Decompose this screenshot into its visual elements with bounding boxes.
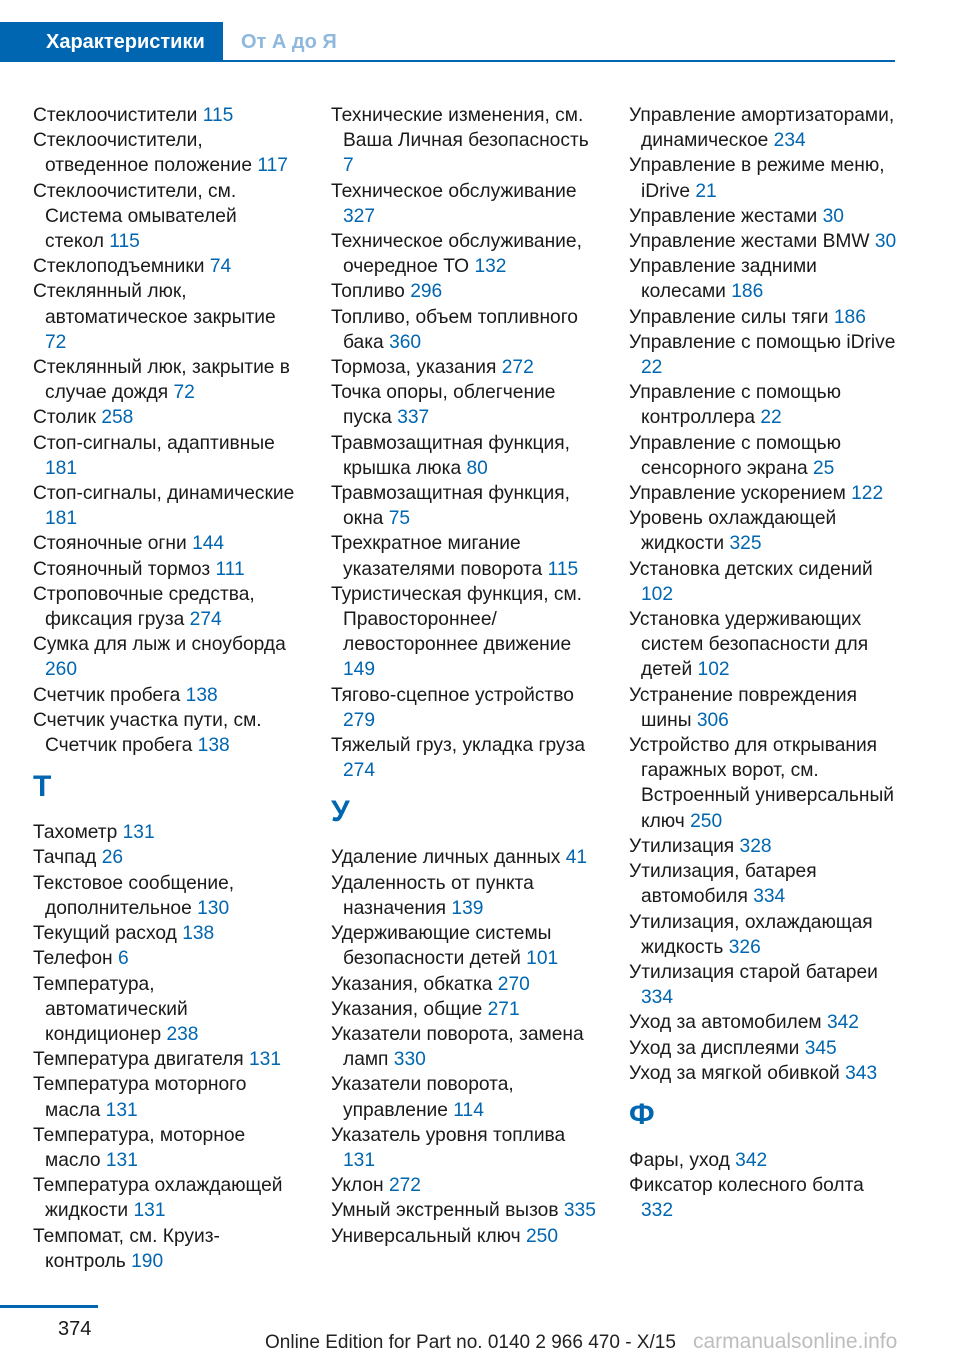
page-number: 374 — [58, 1318, 92, 1340]
index-entry — [331, 229, 596, 279]
index-entry-page-link[interactable]: 149 — [343, 659, 376, 681]
index-entry — [33, 103, 298, 128]
index-entry-term: Уход за дисплеями — [629, 1037, 800, 1059]
index-entry-page-link[interactable]: 117 — [257, 155, 288, 177]
index-entry-page-link[interactable]: 342 — [826, 1012, 859, 1034]
index-entry-page-link[interactable]: 334 — [641, 987, 674, 1009]
index-entry-term: Точка опоры, облегчение пуска — [331, 382, 556, 429]
index-entry — [331, 355, 596, 380]
index-entry-term: Указания, общие — [331, 998, 483, 1020]
index-entry — [331, 921, 596, 971]
index-entry-page-link[interactable]: 131 — [122, 822, 155, 844]
index-entry-page-link[interactable]: 131 — [133, 1200, 166, 1222]
index-entry-page-link[interactable]: 131 — [105, 1099, 138, 1121]
index-entry-term: Травмозащитная функция, крышка люка — [331, 432, 570, 479]
index-entry — [33, 708, 298, 758]
index-entry-term: Указания, обкатка — [331, 973, 493, 995]
index-entry-term: Топливо, объем топливного бака — [331, 306, 578, 353]
index-entry-term: Установка детских сидений — [629, 558, 873, 580]
index-entry — [629, 960, 899, 1010]
index-entry-term: Указатели поворота, управление — [331, 1074, 514, 1121]
index-entry-page-link[interactable]: 102 — [697, 659, 730, 681]
index-entry-page-link[interactable]: 330 — [393, 1049, 426, 1071]
index-entry-term: Температура охлаждающей жидкости — [33, 1175, 283, 1222]
index-entry-page-link[interactable]: 337 — [397, 407, 430, 429]
index-entry-page-link[interactable]: 328 — [739, 835, 772, 857]
index-entry-page-link[interactable]: 72 — [173, 382, 195, 404]
index-entry-term: Уклон — [331, 1175, 384, 1197]
index-entry — [331, 279, 596, 304]
index-entry-term: Управление силы тяги — [629, 306, 829, 328]
index-entry-page-link[interactable]: 115 — [109, 231, 140, 253]
index-entry-term: Удаленность от пункта назначения — [331, 872, 534, 919]
index-entry-term: Стеклоочистители, см. Система омывателей стекол — [33, 180, 237, 253]
index-entry-term: Счетчик участка пути, см. Счетчик пробега — [33, 709, 262, 757]
index-entry — [33, 871, 298, 921]
watermark: carmanualsonline.info — [693, 1330, 898, 1353]
tab-a-to-z[interactable]: От А до Я — [223, 22, 355, 62]
index-entry — [629, 431, 899, 481]
index-entry — [331, 531, 596, 581]
index-entry-page-link[interactable]: 186 — [833, 306, 866, 328]
index-entry-page-link[interactable]: 41 — [565, 847, 588, 869]
index-entry-term: Тачпад — [33, 847, 97, 869]
index-entry-term: Управление с помощью сенсорного экрана — [629, 432, 842, 479]
index-entry-term: Стоп-сигналы, динамические — [33, 483, 295, 505]
index-entry-term: Стеклянный люк, закрытие в случае дождя — [33, 357, 290, 404]
index-entry-page-link[interactable]: 74 — [209, 256, 232, 278]
index-entry — [629, 683, 899, 733]
index-entry — [331, 871, 596, 921]
index-entry-page-link[interactable]: 325 — [729, 533, 762, 555]
index-entry — [629, 254, 899, 304]
index-entry-term: Температура, автоматический кондиционер — [33, 973, 188, 1045]
index-entry-term: Управление с помощью контроллера — [629, 382, 842, 429]
index-entry — [33, 921, 298, 946]
index-entry-term: Фиксатор колесного болта — [629, 1175, 864, 1197]
index-entry-page-link[interactable]: 22 — [641, 357, 663, 379]
index-entry — [331, 733, 596, 783]
index-entry-page-link[interactable]: 80 — [466, 457, 488, 479]
index-entry — [331, 683, 596, 733]
index-entry — [33, 1123, 298, 1173]
index-entry-page-link[interactable]: 22 — [760, 407, 782, 429]
index-entry-page-link[interactable]: 272 — [388, 1175, 421, 1197]
index-entry — [629, 229, 899, 254]
index-entry-term: Стеклоочистители, отведенное положение — [33, 130, 252, 177]
index-entry — [33, 946, 298, 971]
index-entry — [629, 733, 899, 834]
index-entry-page-link[interactable]: 260 — [45, 659, 78, 681]
header-rule — [223, 60, 895, 62]
index-entry — [33, 1224, 298, 1274]
index-entry-page-link[interactable]: 138 — [197, 735, 230, 757]
index-entry-term: Строповочные средства, фиксация груза — [33, 583, 255, 631]
index-entry-term: Управление задними колесами — [629, 256, 817, 303]
index-entry — [629, 481, 899, 506]
index-entry-term: Умный экстренный вызов — [331, 1200, 559, 1222]
index-entry-page-link[interactable]: 144 — [192, 533, 225, 555]
index-entry-term: Универсальный ключ — [331, 1225, 521, 1247]
index-entry-term: Стеклоочистители — [33, 105, 198, 126]
index-entry-term: Температура моторного масла — [33, 1074, 247, 1121]
index-entry-page-link[interactable]: 72 — [45, 331, 67, 353]
index-entry-page-link[interactable]: 139 — [451, 897, 484, 919]
index-entry-term: Уход за автомобилем — [629, 1012, 822, 1034]
index-column-3 — [629, 103, 899, 1224]
index-entry-term: Управление в режиме меню, iDrive — [629, 155, 885, 202]
index-entry — [629, 1173, 899, 1223]
index-entry — [331, 845, 596, 870]
index-entry-page-link[interactable]: 360 — [389, 331, 422, 353]
index-entry-term: Указатель уровня топлива — [331, 1124, 566, 1146]
index-entry — [331, 1072, 596, 1122]
index-section-letter: У — [331, 795, 350, 829]
index-entry-page-link[interactable]: 30 — [822, 205, 844, 227]
index-entry — [331, 1224, 596, 1249]
index-entry — [629, 1148, 899, 1173]
index-entry — [33, 972, 298, 1048]
index-entry-term: Сумка для лыж и сноуборда — [33, 634, 286, 656]
tab-specifications[interactable]: Характеристики — [0, 22, 223, 62]
index-entry-term: Тяжелый груз, укладка груза — [331, 735, 586, 757]
index-entry — [33, 531, 298, 556]
index-entry-term: Тормоза, указания — [331, 357, 497, 379]
index-entry — [33, 1047, 298, 1072]
index-entry-page-link[interactable]: 181 — [45, 508, 78, 530]
index-entry-term: Фары, уход — [629, 1149, 730, 1171]
index-entry-page-link[interactable]: 130 — [197, 897, 230, 919]
index-entry-page-link[interactable]: 131 — [249, 1049, 282, 1071]
index-entry-term: Температура двигателя — [33, 1049, 244, 1071]
index-entry-page-link[interactable]: 7 — [343, 155, 354, 177]
index-entry — [331, 1173, 596, 1198]
index-entry — [629, 910, 899, 960]
index-entry — [629, 153, 899, 203]
index-entry-term: Установка удерживающих систем безопасности для детей — [629, 609, 869, 681]
index-entry-page-link[interactable]: 345 — [804, 1037, 837, 1059]
index-entry-page-link[interactable]: 327 — [343, 205, 376, 227]
index-entry — [629, 380, 899, 430]
index-entry — [629, 330, 899, 380]
index-entry-page-link[interactable]: 111 — [215, 558, 245, 580]
index-entry-term: Утилизация старой батареи — [629, 961, 878, 983]
index-entry-term: Устранение повреждения шины — [629, 684, 858, 731]
index-entry-page-link[interactable]: 101 — [526, 948, 559, 970]
index-entry-page-link[interactable]: 250 — [690, 810, 723, 832]
index-entry-term: Стеклянный люк, автоматическое закрытие — [33, 281, 276, 328]
index-entry-page-link[interactable]: 114 — [453, 1099, 484, 1121]
index-entry-page-link[interactable]: 234 — [773, 130, 806, 152]
index-entry — [33, 405, 298, 430]
index-entry — [33, 128, 298, 178]
index-section-letter: Ф — [629, 1097, 655, 1131]
index-entry-term: Управление амортизаторами, динамическое — [629, 105, 895, 152]
index-entry — [629, 103, 899, 153]
index-entry-page-link[interactable]: 332 — [641, 1200, 674, 1222]
index-entry-page-link[interactable]: 21 — [695, 180, 717, 202]
index-entry — [629, 859, 899, 909]
index-entry-term: Техническое обслуживание — [331, 180, 577, 202]
index-entry-term: Управление ускорением — [629, 483, 846, 505]
index-entry — [331, 972, 596, 997]
header-tabs — [0, 22, 960, 62]
index-entry — [331, 997, 596, 1022]
index-entry-term: Уход за мягкой обивкой — [629, 1062, 840, 1084]
index-entry — [33, 845, 298, 870]
index-entry-page-link[interactable]: 138 — [182, 923, 215, 945]
index-entry — [629, 1036, 899, 1061]
index-entry — [629, 305, 899, 330]
edition-footer: Online Edition for Part no. 0140 2 966 470 - X/15 — [265, 1332, 676, 1353]
index-entry — [629, 607, 899, 683]
index-entry-page-link[interactable]: 250 — [525, 1225, 558, 1247]
index-entry — [331, 179, 596, 229]
index-entry-term: Текстовое сообщение, дополнительное — [33, 872, 235, 919]
page-number-rule — [0, 1305, 98, 1308]
index-entry-term: Устройство для открывания гаражных ворот, см. Встроенный универсальный ключ — [629, 735, 895, 832]
index-entry-term: Тягово-сцепное устройство — [331, 684, 574, 706]
index-entry — [33, 557, 298, 582]
index-entry-term: Удерживающие системы безопасности детей — [331, 923, 552, 970]
index-entry-page-link[interactable]: 6 — [117, 948, 129, 970]
index-entry-term: Стоп-сигналы, адаптивные — [33, 432, 275, 454]
index-entry — [629, 1010, 899, 1035]
index-entry — [33, 632, 298, 682]
index-entry-term: Травмозащитная функция, окна — [331, 483, 570, 530]
index-entry-term: Управление жестами BMW — [629, 231, 870, 253]
index-entry — [331, 582, 596, 683]
index-entry-term: Техническое обслуживание, очередное ТО — [331, 231, 582, 278]
index-entry-page-link[interactable]: 296 — [410, 281, 443, 303]
index-entry — [629, 1061, 899, 1086]
index-entry-page-link[interactable]: 335 — [563, 1200, 596, 1222]
index-entry-page-link[interactable]: 25 — [813, 457, 835, 479]
index-entry-term: Утилизация — [629, 835, 735, 857]
index-entry-page-link[interactable]: 342 — [735, 1149, 768, 1171]
index-entry-page-link[interactable]: 343 — [845, 1062, 878, 1084]
index-entry-page-link[interactable]: 102 — [641, 583, 674, 605]
index-entry — [33, 279, 298, 355]
index-entry — [33, 431, 298, 481]
index-entry — [33, 179, 298, 255]
index-entry — [33, 355, 298, 405]
index-entry-page-link[interactable]: 190 — [131, 1250, 164, 1272]
index-entry-page-link[interactable]: 132 — [474, 256, 507, 278]
index-entry-term: Уровень охлаждающей жидкости — [629, 508, 837, 555]
index-entry-page-link[interactable]: 326 — [728, 936, 761, 958]
index-entry-term: Телефон — [33, 948, 113, 970]
index-column-1 — [33, 103, 298, 1274]
index-entry — [33, 1173, 298, 1223]
index-entry-page-link[interactable]: 334 — [753, 886, 786, 908]
index-entry — [33, 481, 298, 531]
index-entry — [331, 305, 596, 355]
index-entry-page-link[interactable]: 279 — [343, 709, 376, 731]
index-entry-page-link[interactable]: 138 — [185, 684, 218, 706]
index-entry-term: Управление с помощью iDrive — [629, 331, 896, 353]
index-section-letter: Т — [33, 770, 52, 804]
index-entry-term: Столик — [33, 407, 96, 429]
index-entry — [629, 557, 899, 607]
index-entry-page-link[interactable]: 30 — [874, 231, 897, 253]
index-entry-page-link[interactable]: 181 — [45, 457, 78, 479]
index-entry-page-link[interactable]: 238 — [166, 1023, 199, 1045]
index-entry — [331, 1198, 596, 1223]
index-entry — [629, 204, 899, 229]
index-entry — [33, 683, 298, 708]
index-entry — [331, 103, 596, 179]
index-entry-page-link[interactable]: 122 — [851, 483, 884, 505]
index-entry-term: Стеклоподъемники — [33, 256, 205, 278]
index-entry-page-link[interactable]: 270 — [497, 973, 530, 995]
index-entry — [331, 481, 596, 531]
index-entry-term: Стояночные огни — [33, 533, 187, 555]
index-entry-page-link[interactable]: 186 — [731, 281, 764, 303]
index-entry-term: Туристическая функция, см. Правостороннее/левостороннее движение — [331, 583, 583, 656]
index-entry — [629, 834, 899, 859]
index-entry-page-link[interactable]: 271 — [487, 998, 520, 1020]
index-entry-page-link[interactable]: 115 — [547, 558, 579, 580]
index-entry — [33, 820, 298, 845]
index-entry-term: Технические изменения, см. Ваша Личная безопасность — [331, 105, 589, 152]
index-entry-term: Счетчик пробега — [33, 684, 181, 706]
index-entry-term: Трехкратное мигание указателями поворота — [331, 533, 543, 580]
index-entry-page-link[interactable]: 131 — [343, 1149, 376, 1171]
index-entry-page-link[interactable]: 115 — [202, 105, 234, 126]
index-entry — [33, 1072, 298, 1122]
index-entry — [33, 254, 298, 279]
index-entry — [331, 431, 596, 481]
index-entry-term: Указатели поворота, замена ламп — [331, 1023, 584, 1071]
index-entry-term: Температура, моторное масло — [33, 1124, 246, 1171]
index-entry — [629, 506, 899, 556]
index-entry-term: Тахометр — [33, 822, 118, 844]
index-entry-page-link[interactable]: 274 — [189, 609, 222, 631]
index-entry-term: Топливо — [331, 281, 405, 303]
index-entry-term: Стояночный тормоз — [33, 558, 211, 580]
index-entry-page-link[interactable]: 131 — [105, 1149, 138, 1171]
index-entry-term: Текущий расход — [33, 923, 177, 945]
index-column-2 — [331, 103, 596, 1249]
index-entry-page-link[interactable]: 274 — [343, 760, 376, 782]
index-entry-term: Управление жестами — [629, 205, 818, 227]
index-entry — [331, 380, 596, 430]
index-entry-page-link[interactable]: 272 — [501, 357, 534, 379]
index-entry-term: Утилизация, охлаждающая жидкость — [629, 911, 873, 958]
index-entry-term: Удаление личных данных — [331, 847, 561, 869]
index-entry-page-link[interactable]: 26 — [101, 847, 124, 869]
index-entry — [331, 1022, 596, 1072]
index-entry-term: Темпомат, см. Круиз-контроль — [33, 1225, 220, 1272]
index-entry-page-link[interactable]: 306 — [696, 709, 729, 731]
index-entry-page-link[interactable]: 258 — [101, 407, 134, 429]
index-entry — [33, 582, 298, 632]
index-entry — [331, 1123, 596, 1173]
index-entry-page-link[interactable]: 75 — [388, 508, 411, 530]
index-entry-term: Утилизация, батарея автомобиля — [629, 861, 817, 908]
